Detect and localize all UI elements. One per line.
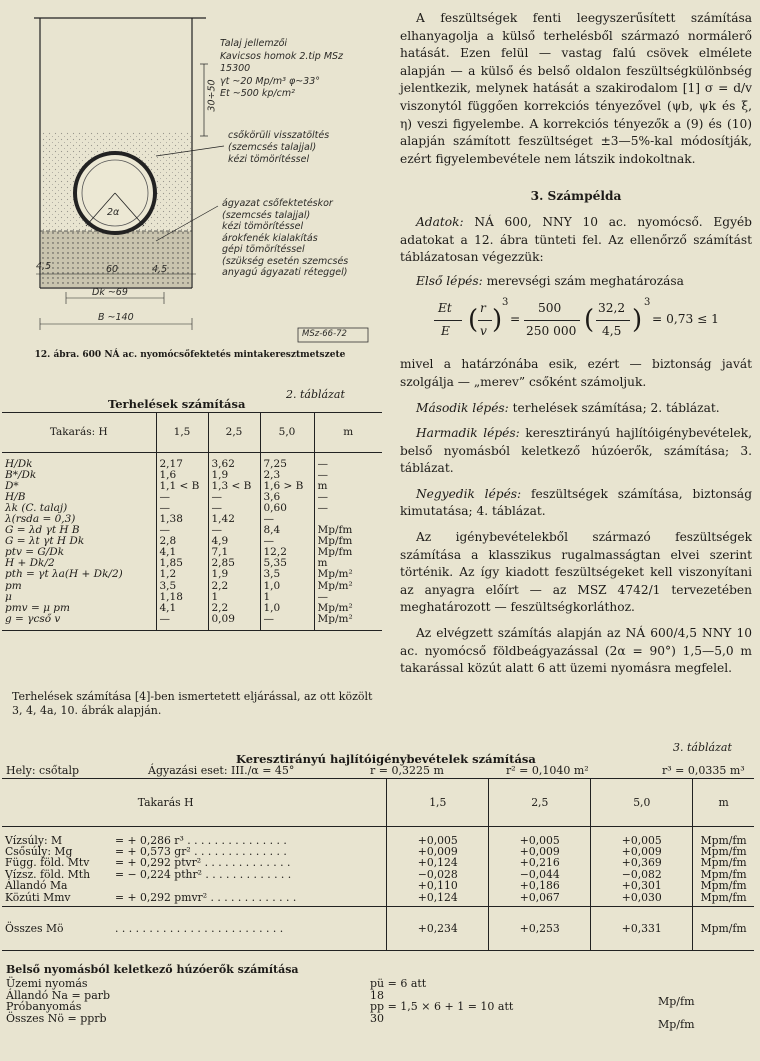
table-cell: 5,35	[260, 558, 314, 569]
table-cell: +0,124	[387, 857, 489, 868]
table-cell: +0,030	[591, 892, 693, 903]
table-cell: = + 0,292 ptvr² . . . . . . . . . . . . .	[115, 856, 291, 870]
table4-cell: Összes Nö = pprb	[6, 1012, 107, 1026]
dim-side: 30÷50	[206, 79, 218, 112]
table-cell: Mpm/fm	[693, 857, 754, 868]
table-cell: —	[156, 525, 208, 536]
table-cell: —	[314, 459, 382, 470]
loads-table	[2, 412, 382, 631]
paragraph-step2: Második lépés: terhelések számítása; 2. táblázat.	[416, 400, 720, 415]
dim-left: 4,5	[36, 261, 52, 272]
table-cell: Függ. föld. Mtv	[5, 856, 90, 870]
table-cell: 1,3 < B	[208, 481, 260, 492]
table-cell: +0,067	[489, 892, 591, 903]
table-cell: 2,2	[208, 603, 260, 614]
right-column-text	[400, 10, 752, 678]
table-cell: —	[314, 503, 382, 514]
stiffness-formula: Et E ( r v ) 3 = 500 250 000 ( 32,2 4,5 ) 3 = 0,73 ≤ 1	[400, 294, 752, 350]
table-cell: g = γcső v	[5, 612, 61, 625]
table-cell: +0,110	[387, 880, 489, 891]
table-cell: B*/Dk	[5, 468, 37, 481]
table-cell: Mpm/fm	[693, 892, 754, 903]
meta-bedding: Ágyazási eset: III./α = 45°	[148, 764, 295, 777]
table-cell: 0,09	[208, 614, 260, 625]
tensile-forces-section	[6, 964, 746, 1034]
table-cell: 3,5	[260, 569, 314, 580]
table-cell: —	[208, 525, 260, 536]
table-cell: 1,6	[156, 470, 208, 481]
table-cell: 7,25	[260, 459, 314, 470]
meta-r: r = 0,3225 m	[370, 764, 444, 777]
dim-angle: 2α	[107, 207, 120, 218]
table-cell: μ	[5, 590, 12, 603]
table-cell: —	[156, 503, 208, 514]
table-cell: 2,85	[208, 558, 260, 569]
table-cell: m	[314, 481, 382, 492]
table-cell: pmv = μ pm	[5, 601, 70, 614]
dim-right: 4,5	[152, 264, 168, 275]
table-cell: 1,1 < B	[156, 481, 208, 492]
meta-location: Hely: csőtalp	[6, 764, 80, 777]
table-cell: +0,216	[489, 857, 591, 868]
table-cell: pth = γt λa(H + Dk/2)	[5, 568, 123, 581]
table4-cell: pü = 6 att	[370, 976, 427, 990]
section-heading: 3. Számpélda	[530, 189, 622, 204]
table-cell: 2,3	[260, 470, 314, 481]
table-cell: 1,0	[260, 603, 314, 614]
table-cell: +0,369	[591, 857, 693, 868]
table-cell: 1,85	[156, 558, 208, 569]
table-cell: D*	[5, 479, 19, 492]
table-cell: +0,005	[387, 835, 489, 846]
table-cell: 1,18	[156, 592, 208, 603]
table-cell: H/Dk	[5, 457, 33, 470]
table2-label: 2. táblázat	[286, 388, 345, 401]
table-cell: 3,62	[208, 459, 260, 470]
table-cell: +0,009	[387, 846, 489, 857]
table4-cell: 30	[370, 1012, 384, 1026]
table-cell: −0,028	[387, 869, 489, 880]
table-row-total: Összes Mö . . . . . . . . . . . . . . . . . . . . . . . . . +0,234 +0,253 +0,331 Mpm/fm	[2, 907, 754, 951]
table-cell: 4,1	[156, 547, 208, 558]
table-cell: 2,2	[208, 581, 260, 592]
table-cell: G = λt γt H Dk	[5, 535, 85, 548]
figure-stamp: MSz-66-72	[302, 329, 347, 339]
table-cell: λk (C. talaj)	[5, 501, 68, 514]
table2-note: Terhelések számítása [4]-ben ismertetett eljárással, az ott közölt 3, 4, 4a, 10. ábrák alapján.	[12, 690, 373, 717]
table-cell: = − 0,224 pthr² . . . . . . . . . . . . .	[115, 867, 292, 881]
table-cell: —	[314, 492, 382, 503]
table4-cell: Állandó Na = parb	[6, 988, 111, 1002]
paragraph-step4: Negyedik lépés: feszültségek számítása, biztonság kimutatása; 4. táblázat.	[400, 486, 752, 519]
table-cell: Mp/fm	[314, 525, 382, 536]
table-cell: —	[260, 536, 314, 547]
table-cell: —	[260, 614, 314, 625]
table-cell: Állandó Ma	[5, 879, 68, 893]
table-cell: 1,38	[156, 514, 208, 525]
table-cell: λ(rsda = 0,3)	[5, 512, 76, 525]
table-cell: −0,044	[489, 869, 591, 880]
soil-notes: Talaj jellemzői Kavicsos homok 2.tip MSz 15300 γt ~20 Mp/m³ φ~33° Et ~500 kp/cm²	[220, 38, 344, 99]
table-cell: 1,2	[156, 569, 208, 580]
table4-cell: Mp/fm	[658, 1018, 695, 1032]
table-row	[2, 459, 382, 470]
table-cell: Mpm/fm	[693, 869, 754, 880]
table-cell: Vízsúly: M	[5, 833, 63, 847]
table-row	[2, 880, 754, 891]
table-cell: 8,4	[260, 525, 314, 536]
table-cell: Mpm/fm	[693, 835, 754, 846]
table-cell: +0,009	[591, 846, 693, 857]
table-cell: G = λd γt H B	[5, 524, 80, 537]
table4-cell: Mp/fm	[658, 994, 695, 1008]
table-cell: H + Dk/2	[5, 557, 55, 570]
bending-moments-table	[2, 778, 754, 951]
table-cell: 3,5	[156, 581, 208, 592]
dim-b: B ~140	[98, 312, 134, 323]
table-cell: +0,124	[387, 892, 489, 903]
table-cell: ptv = G/Dk	[5, 546, 65, 559]
bedding-notes: ágyazat csőfektetéskor (szemcsés talajjal) kézi tömörítéssel árokfenék kialakítás gépi tömörítéssel (szükség esetén szemcsés anyagú ágyazati réteggel)	[222, 198, 349, 278]
paragraph-data: Adatok: NÁ 600, NNY 10 ac. nyomócső. Egyéb adatokat a 12. ábra tünteti fel. Az ellenőrző számítást táblázatosan végezzük:	[400, 214, 752, 265]
table-cell: 3,6	[260, 492, 314, 503]
table-cell: = + 0,573 gr² . . . . . . . . . . . . . .	[115, 844, 287, 858]
table-cell: = + 0,286 r³ . . . . . . . . . . . . . . .	[115, 833, 287, 847]
table-cell: —	[208, 492, 260, 503]
table4-cell: Próbanyomás	[6, 1000, 82, 1014]
paragraph-5: Az elvégzett számítás alapján az NÁ 600/4,5 NNY 10 ac. nyomócső földbeágyazással (2α = 90°) 1,5—5,0 m takarással közút alatt 6 att üzemi nyomásra megfelel.	[400, 626, 752, 676]
table2-title: Terhelések számítása	[108, 397, 246, 411]
table-cell: 4,9	[208, 536, 260, 547]
table-cell: −0,082	[591, 869, 693, 880]
table-cell: m	[314, 558, 382, 569]
table-cell: Mp/fm	[314, 547, 382, 558]
dim-dk: Dk ~69	[92, 287, 128, 298]
dim-mid: 60	[106, 264, 119, 275]
table-cell: pm	[5, 579, 22, 592]
table-cell: +0,186	[489, 880, 591, 891]
table-cell: —	[314, 592, 382, 603]
table-cell: —	[260, 514, 314, 525]
table-cell: —	[156, 492, 208, 503]
table-header-row: Takarás H 1,5 2,5 5,0 m	[2, 779, 754, 827]
table-cell: 12,2	[260, 547, 314, 558]
table-cell: +0,005	[489, 835, 591, 846]
table-cell: 1,0	[260, 581, 314, 592]
table-cell: Mp/m²	[314, 603, 382, 614]
table-cell: 1,9	[208, 470, 260, 481]
paragraph-step1: Első lépés: merevségi szám meghatározása	[416, 273, 684, 288]
table-cell: 0,60	[260, 503, 314, 514]
table3-label: 3. táblázat	[673, 741, 732, 754]
table-cell	[112, 880, 387, 891]
table-cell: Vízsz. föld. Mth	[5, 867, 91, 881]
table-cell: —	[156, 614, 208, 625]
table-cell: Csősúly: Mg	[5, 844, 73, 858]
table-row	[2, 569, 382, 580]
table-row	[2, 857, 754, 868]
table-cell: Mpm/fm	[693, 880, 754, 891]
paragraph-step3: Harmadik lépés: keresztirányú hajlítóigénybevételek, belső nyomásból keletkező húzóerők, számítása; 3. táblázat.	[400, 426, 752, 476]
table-cell: 1,6 > B	[260, 481, 314, 492]
table4-cell: Üzemi nyomás	[6, 976, 88, 990]
table-cell: 2,8	[156, 536, 208, 547]
table-header-row: Takarás: H 1,5 2,5 5,0 m	[2, 413, 382, 453]
table-row	[2, 614, 382, 625]
table-cell: 2,17	[156, 459, 208, 470]
table-cell: Mp/m²	[314, 581, 382, 592]
table4-title: Belső nyomásból keletkező húzóerők számítása	[6, 963, 299, 976]
table-cell: 1,9	[208, 569, 260, 580]
table-cell: —	[314, 470, 382, 481]
paragraph-1: A feszültségek fenti leegyszerűsített számítása elhanyagolja a külső terhelésből származó normálerő hatását. Ezen felül — vastag falú csövek elmélete alapján — a külső és belső oldalon feszültségkülönbség jelentkezik, melynek hatását a szakirodalom [1] σ = d/v viszonytól függően korrekciós tényezővel (ψb, ψk és ξ, η) veszi figyelembe. A korrekciós tényezők a (9) és (10) alapján számított feszültséget ±3—5%-kal módosítják, ezért figyelembevétele nem látszik indokoltnak.	[400, 11, 752, 166]
table3-title: Keresztirányú hajlítóigénybevételek számítása	[236, 752, 536, 766]
table-cell: +0,301	[591, 880, 693, 891]
table-cell: +0,009	[489, 846, 591, 857]
table-cell: Mp/fm	[314, 536, 382, 547]
paragraph-3: mivel a határzónába esik, ezért — biztonság javát szolgálja — „merev” csőként számoljuk.	[400, 357, 752, 389]
table-row	[2, 581, 382, 592]
paragraph-4: Az igénybevételekből származó feszültségek számítása a klasszikus rugalmasságtan elvei szerint történik. Az így kiadott feszültségeket kell viszonyítani az anyagra előírt — az MSZ 4742/1 tervezetében meghatározott — feszültségkorláthoz.	[400, 530, 752, 615]
table-row	[2, 892, 754, 903]
backfill-notes: csőkörüli visszatöltés (szemcsés talajjal) kézi tömörítéssel	[228, 130, 330, 165]
table-cell: 1	[208, 592, 260, 603]
table-cell: = + 0,292 pmvr² . . . . . . . . . . . . .	[115, 890, 297, 904]
table-cell: Mp/m²	[314, 614, 382, 625]
table-cell: H/B	[5, 490, 26, 503]
table-cell: 1	[260, 592, 314, 603]
table-cell: 1,42	[208, 514, 260, 525]
table-cell: Közúti Mmv	[5, 890, 71, 904]
table-cell: Mp/m²	[314, 569, 382, 580]
table4-cell: pp = 1,5 × 6 + 1 = 10 att	[370, 1000, 514, 1014]
trench-cross-section-figure	[6, 6, 372, 354]
meta-r2: r² = 0,1040 m²	[506, 764, 589, 777]
table-cell: 4,1	[156, 603, 208, 614]
table-cell: +0,005	[591, 835, 693, 846]
table-cell: 7,1	[208, 547, 260, 558]
figure-caption: 12. ábra. 600 NÁ ac. nyomócsőfektetés mintakeresztmetszete	[34, 350, 346, 360]
meta-r3: r³ = 0,0335 m³	[662, 764, 745, 777]
table-cell: Mpm/fm	[693, 846, 754, 857]
table-cell: —	[208, 503, 260, 514]
table4-cell: 18	[370, 988, 384, 1002]
